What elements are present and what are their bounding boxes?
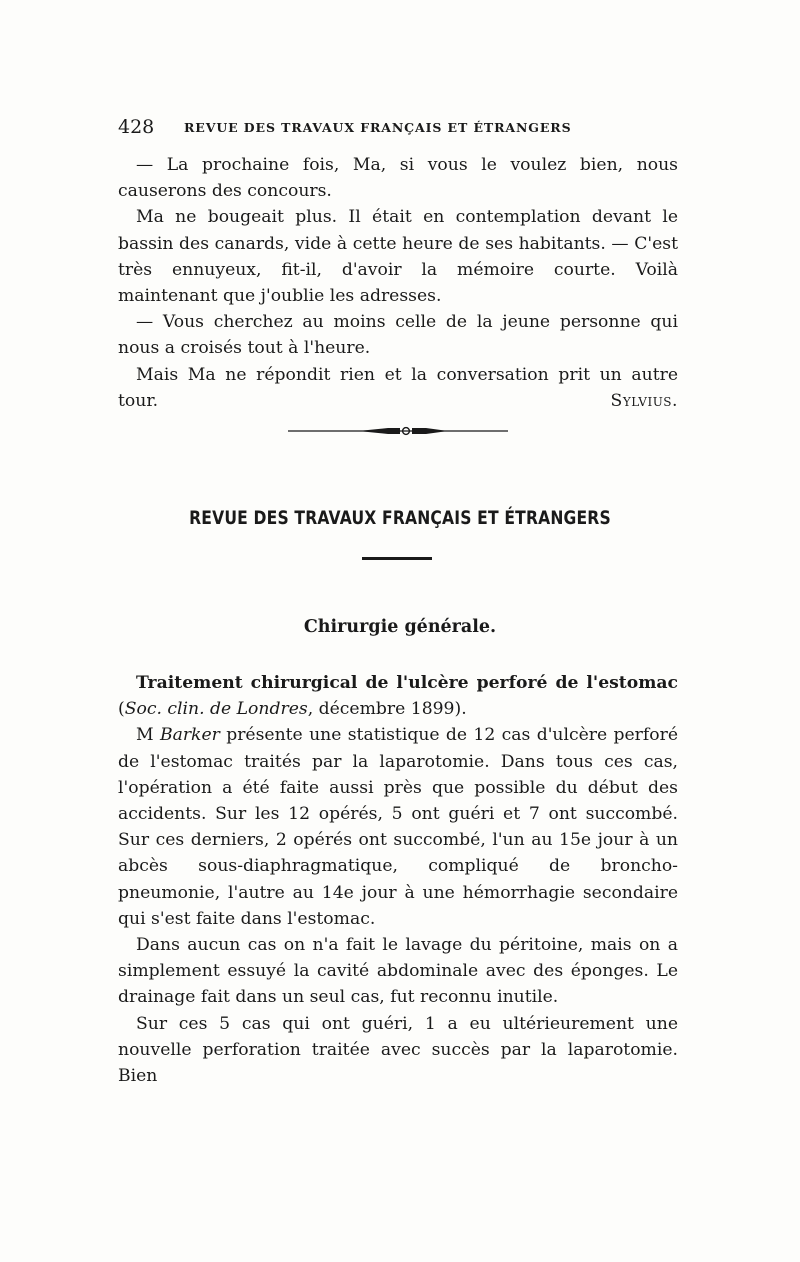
article-paragraph: Sur ces 5 cas qui ont guéri, 1 a eu ultérieurement une nouvelle perforation traitée avec succès par la laparotomie. Bien: [118, 1013, 678, 1087]
author-prefix: M: [136, 725, 160, 746]
article-title: Traitement chirurgical de l'ulcère perforé de l'estomac: [136, 673, 678, 693]
article-body: [118, 670, 678, 1089]
section-divider-ornament: [288, 424, 508, 438]
dialogue-paragraph: — Vous cherchez au moins celle de la jeune personne qui nous a croisés tout à l'heure.: [118, 312, 678, 359]
title-underline-rule: [362, 557, 432, 560]
section-title: REVUE DES TRAVAUX FRANÇAIS ET ÉTRANGERS: [189, 507, 611, 529]
running-header: [118, 116, 678, 138]
dialogue-last-line: Mais Ma ne répondit rien et la conversation prit un autre tour.: [118, 364, 678, 411]
dialogue-paragraph: [118, 362, 678, 414]
dialogue-paragraph: Ma ne bougeait plus. Il était en contemplation devant le bassin des canards, vide à cette heure de ses habitants. — C'est très ennuyeux, fit-il, d'avoir la mémoire courte. Voilà maintenant que j'oublie les adresses.: [118, 207, 678, 307]
article-paragraph: [118, 722, 678, 932]
article-source-society: Soc. clin. de Londres: [124, 699, 308, 720]
article-source-date: , décembre 1899).: [307, 699, 467, 720]
page-number: 428: [118, 116, 155, 138]
author-name: Barker: [159, 725, 220, 746]
article-heading: Traitement chirurgical de l'ulcère perforé de l'estomac (Soc. clin. de Londres, décembre 1899).: [118, 673, 678, 720]
article-paragraph-text: présente une statistique de 12 cas d'ulcère perforé de l'estomac traités par la laparotomie. Dans tous ces cas, l'opération a été faite aussi près que possible du début des accidents. Sur les 12 opérés, 5 ont guéri et 7 ont succombé. Sur ces derniers, 2 opérés ont succombé, l'un au 15e jour à un abcès sous-diaphragmatique, compliqué de broncho-pneumonie, l'autre au 14e jour à une hémorrhagie secondaire qui s'est faite dans l'estomac.: [118, 725, 678, 929]
running-title: REVUE DES TRAVAUX FRANÇAIS ET ÉTRANGERS: [184, 120, 572, 135]
subsection-title: Chirurgie générale.: [303, 617, 497, 637]
dialogue-text: [118, 152, 678, 414]
article-paragraph: Dans aucun cas on n'a fait le lavage du péritoine, mais on a simplement essuyé la cavité abdominale avec des éponges. Le drainage fait dans un seul cas, fut reconnu inutile.: [118, 935, 678, 1008]
dialogue-paragraph: — La prochaine fois, Ma, si vous le voulez bien, nous causerons des concours.: [118, 155, 678, 202]
author-signature: Sylvius.: [610, 390, 678, 411]
